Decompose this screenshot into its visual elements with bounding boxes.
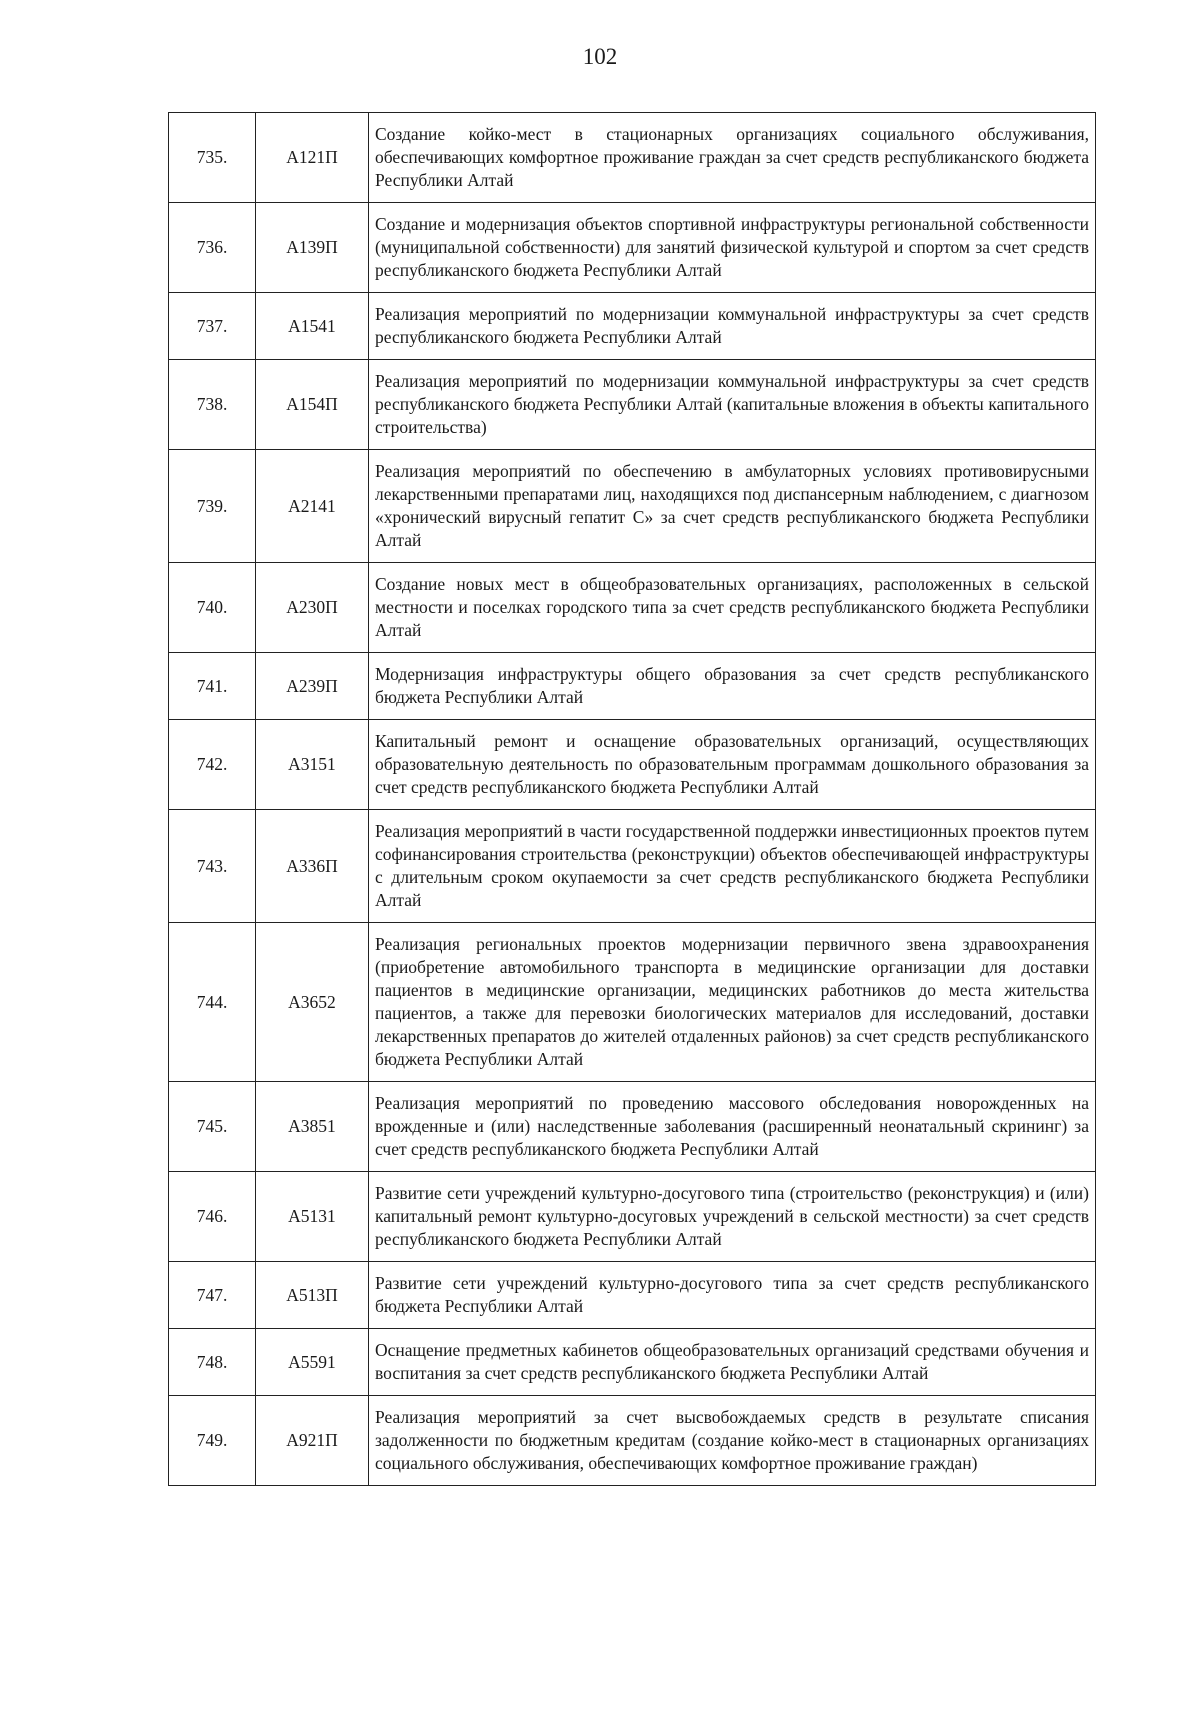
row-description: Реализация мероприятий в части государственной поддержки инвестиционных проектов путем софинансирования строительства (реконструкции) объектов обеспечивающей инфраструктуры с длительным сроком окупаемости за счет средств республиканского бюджета Республики Алтай bbox=[369, 810, 1096, 923]
table-row bbox=[169, 1262, 1096, 1329]
table-row bbox=[169, 1329, 1096, 1396]
table-row bbox=[169, 923, 1096, 1082]
table-row bbox=[169, 1396, 1096, 1486]
row-description: Реализация региональных проектов модернизации первичного звена здравоохранения (приобретение автомобильного транспорта в медицинские организации для доставки пациентов в медицинские организации, медицинских работников до места жительства пациентов, а также для перевозки биологических материалов для исследований, доставки лекарственных препаратов до жителей отдаленных районов) за счет средств республиканского бюджета Республики Алтай bbox=[369, 923, 1096, 1082]
table-row bbox=[169, 1172, 1096, 1262]
table-row bbox=[169, 450, 1096, 563]
row-number: 736. bbox=[169, 203, 256, 293]
table-row bbox=[169, 810, 1096, 923]
row-number: 737. bbox=[169, 293, 256, 360]
row-code: А3851 bbox=[256, 1082, 369, 1172]
row-code: А121П bbox=[256, 113, 369, 203]
row-description: Развитие сети учреждений культурно-досугового типа за счет средств республиканского бюджета Республики Алтай bbox=[369, 1262, 1096, 1329]
row-number: 748. bbox=[169, 1329, 256, 1396]
row-number: 744. bbox=[169, 923, 256, 1082]
row-code: А336П bbox=[256, 810, 369, 923]
row-description: Создание койко-мест в стационарных организациях социального обслуживания, обеспечивающих комфортное проживание граждан за счет средств республиканского бюджета Республики Алтай bbox=[369, 113, 1096, 203]
row-code: А2141 bbox=[256, 450, 369, 563]
table-row bbox=[169, 720, 1096, 810]
table-row bbox=[169, 113, 1096, 203]
row-code: А154П bbox=[256, 360, 369, 450]
row-code: А5591 bbox=[256, 1329, 369, 1396]
row-description: Реализация мероприятий по модернизации коммунальной инфраструктуры за счет средств республиканского бюджета Республики Алтай bbox=[369, 293, 1096, 360]
row-code: А3151 bbox=[256, 720, 369, 810]
row-number: 740. bbox=[169, 563, 256, 653]
row-code: А513П bbox=[256, 1262, 369, 1329]
row-description: Реализация мероприятий по обеспечению в амбулаторных условиях противовирусными лекарственными препаратами лиц, находящихся под диспансерным наблюдением, с диагнозом «хронический вирусный гепатит С» за счет средств республиканского бюджета Республики Алтай bbox=[369, 450, 1096, 563]
row-code: А3652 bbox=[256, 923, 369, 1082]
row-code: А5131 bbox=[256, 1172, 369, 1262]
row-description: Капитальный ремонт и оснащение образовательных организаций, осуществляющих образовательную деятельность по образовательным программам дошкольного образования за счет средств республиканского бюджета Республики Алтай bbox=[369, 720, 1096, 810]
row-code: А230П bbox=[256, 563, 369, 653]
row-code: А921П bbox=[256, 1396, 369, 1486]
table-row bbox=[169, 1082, 1096, 1172]
row-code: А139П bbox=[256, 203, 369, 293]
row-description: Создание и модернизация объектов спортивной инфраструктуры региональной собственности (муниципальной собственности) для занятий физической культурой и спортом за счет средств республиканского бюджета Республики Алтай bbox=[369, 203, 1096, 293]
row-code: А1541 bbox=[256, 293, 369, 360]
row-number: 742. bbox=[169, 720, 256, 810]
table-row bbox=[169, 360, 1096, 450]
row-number: 741. bbox=[169, 653, 256, 720]
row-number: 739. bbox=[169, 450, 256, 563]
table-row bbox=[169, 293, 1096, 360]
row-description: Оснащение предметных кабинетов общеобразовательных организаций средствами обучения и воспитания за счет средств республиканского бюджета Республики Алтай bbox=[369, 1329, 1096, 1396]
row-number: 735. bbox=[169, 113, 256, 203]
row-number: 747. bbox=[169, 1262, 256, 1329]
row-description: Развитие сети учреждений культурно-досугового типа (строительство (реконструкция) и (или) капитальный ремонт культурно-досуговых учреждений в сельской местности) за счет средств республиканского бюджета Республики Алтай bbox=[369, 1172, 1096, 1262]
row-number: 749. bbox=[169, 1396, 256, 1486]
table-body bbox=[169, 113, 1096, 1486]
budget-codes-table bbox=[168, 112, 1096, 1486]
row-description: Реализация мероприятий по проведению массового обследования новорожденных на врожденные и (или) наследственные заболевания (расширенный неонатальный скрининг) за счет средств республиканского бюджета Республики Алтай bbox=[369, 1082, 1096, 1172]
table-row bbox=[169, 203, 1096, 293]
table-row bbox=[169, 563, 1096, 653]
row-description: Реализация мероприятий за счет высвобождаемых средств в результате списания задолженности по бюджетным кредитам (создание койко-мест в стационарных организациях социального обслуживания, обеспечивающих комфортное проживание граждан) bbox=[369, 1396, 1096, 1486]
page-number: 102 bbox=[582, 44, 618, 69]
row-description: Создание новых мест в общеобразовательных организациях, расположенных в сельской местности и поселках городского типа за счет средств республиканского бюджета Республики Алтай bbox=[369, 563, 1096, 653]
row-number: 743. bbox=[169, 810, 256, 923]
row-number: 738. bbox=[169, 360, 256, 450]
row-number: 746. bbox=[169, 1172, 256, 1262]
row-code: А239П bbox=[256, 653, 369, 720]
row-number: 745. bbox=[169, 1082, 256, 1172]
row-description: Модернизация инфраструктуры общего образования за счет средств республиканского бюджета Республики Алтай bbox=[369, 653, 1096, 720]
table-row bbox=[169, 653, 1096, 720]
row-description: Реализация мероприятий по модернизации коммунальной инфраструктуры за счет средств республиканского бюджета Республики Алтай (капитальные вложения в объекты капитального строительства) bbox=[369, 360, 1096, 450]
